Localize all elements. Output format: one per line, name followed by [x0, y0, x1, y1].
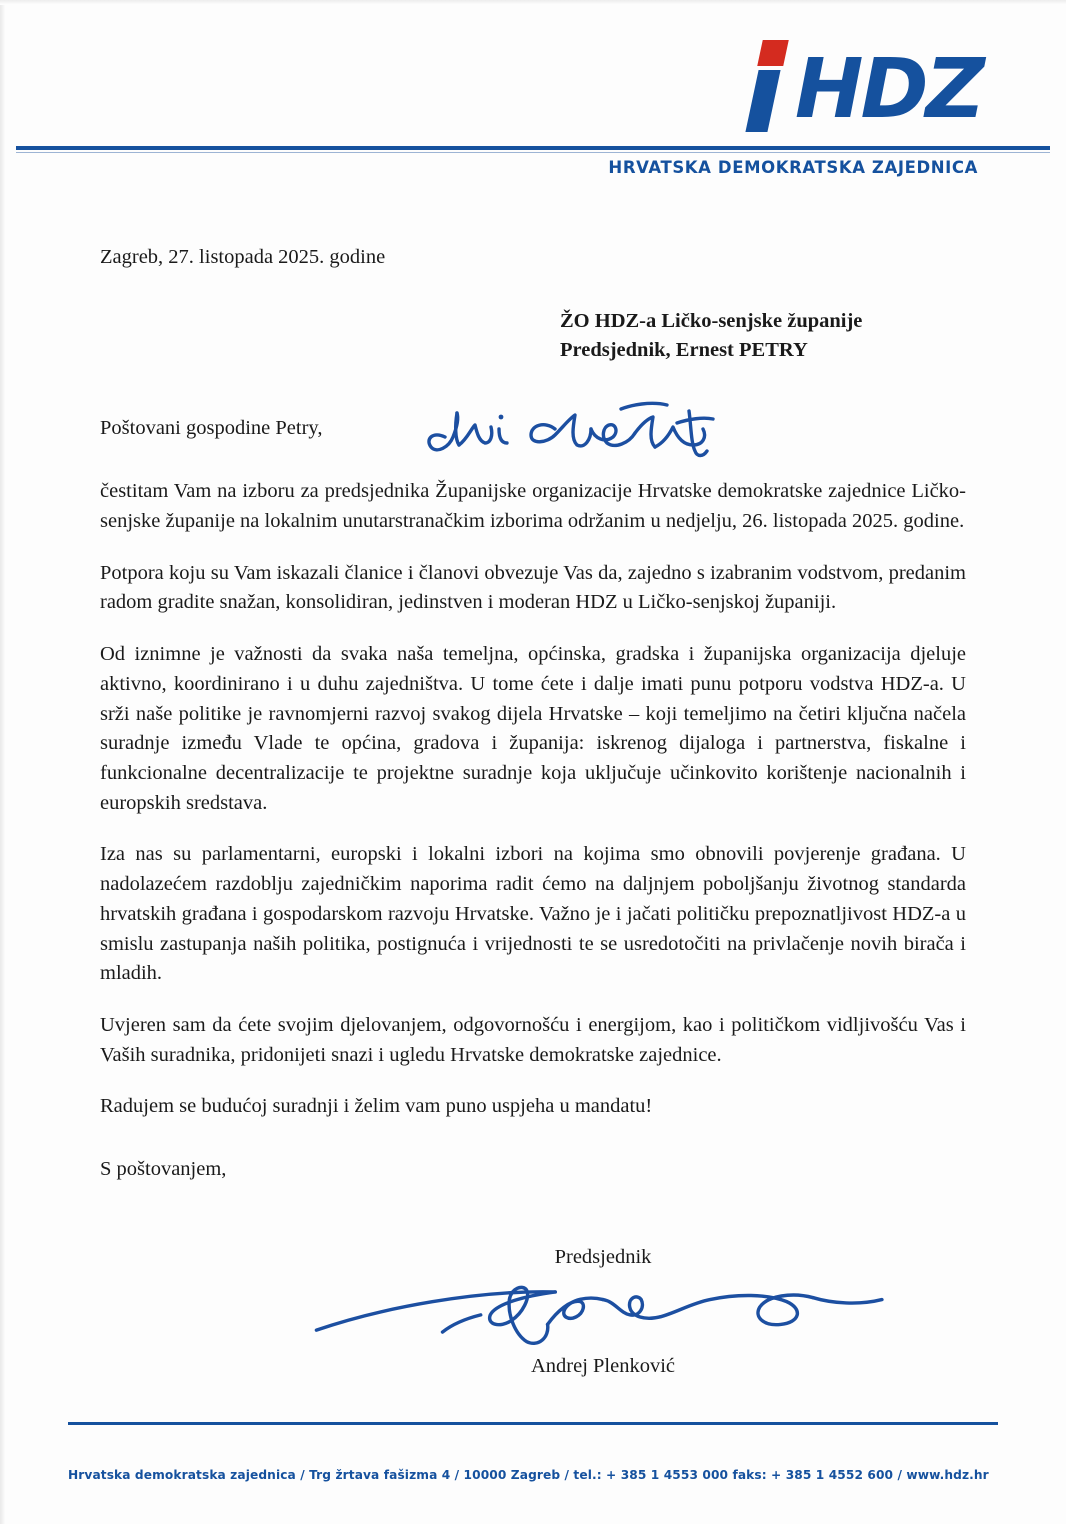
- header-divider: [16, 146, 1050, 150]
- header-divider-thin: [16, 152, 1050, 153]
- paragraph: Uvjeren sam da ćete svojim djelovanjem, odgovornošću i energijom, kao i političkom vidljivošću Vas i Vaših suradnika, pridonijeti snazi i ugledu Hrvatske demokratske zajednice.: [100, 1014, 966, 1066]
- salutation-row: [100, 417, 966, 467]
- paper-edge-left: [0, 0, 6, 1524]
- date-line: Zagreb, 27. listopada 2025. godine: [100, 246, 386, 268]
- logo-wordmark: HDZ: [794, 42, 982, 137]
- recipient-line-1: ŽO HDZ-a Ličko-senjske županije: [560, 310, 863, 332]
- recipient-block: [560, 307, 966, 365]
- salutation: Poštovani gospodine Petry,: [100, 417, 323, 440]
- letter-body: [100, 246, 966, 1181]
- recipient-line-2: Predsjednik, Ernest PETRY: [560, 339, 808, 362]
- paragraph: Radujem se budućoj suradnji i želim vam puno uspjeha u mandatu!: [100, 1095, 653, 1118]
- paragraph: Iza nas su parlamentarni, europski i lokalni izbori na kojima smo obnovili povjerenje građana. U nadolazećem razdoblju zajedničkim naporima radit ćemo na daljnjem poboljšanju životnog standarda hrvatskih građana i gospodarskom razvoju Hrvatske. Važno je i jačati političku prepoznatljivost HDZ-a u smislu zastupanja naših politika, postignuća i vrijednosti te se usredotočiti na privlačenje novih birača i mladih.: [100, 843, 966, 985]
- hdz-logo: [742, 42, 982, 137]
- handwritten-signature-icon: [240, 1269, 966, 1355]
- organization-name: HRVATSKA DEMOKRATSKA ZAJEDNICA: [608, 158, 978, 177]
- paragraph: Od iznimne je važnosti da svaka naša temeljna, općinska, gradska i županijska organizacija djeluje aktivno, koordinirano i u duhu zajedništva. U tome ćete i dalje imati punu potporu vodstva HDZ-a. U srži naše politike je ravnomjerni razvoj svakog dijela Hrvatske – koji temeljimo na četiri ključna načela suradnje između Vlade te općina, gradova i županija: iskrenog dijaloga i partnerstva, fiskalne i funkcionalne decentralizacije te projektne suradnje koja uključuje učinkovito korištenje nacionalnih i europskih sredstava.: [100, 643, 966, 814]
- paragraph: čestitam Vam na izboru za predsjednika Županijske organizacije Hrvatske demokratske zajednice Ličko-senjske županije na lokalnim unutarstranačkim izborima održanim u nedjelju, 26. listopada 2025. godine.: [100, 480, 966, 532]
- signature-title: Predsjednik: [554, 1246, 652, 1268]
- handwritten-note-icon: [415, 395, 765, 465]
- footer-contact-info: Hrvatska demokratska zajednica / Trg žrtava fašizma 4 / 10000 Zagreb / tel.: + 385 1 4553 000 faks: + 385 1 4552 600 / www.hdz.hr: [68, 1468, 989, 1482]
- logo-red-accent-icon: [757, 40, 789, 66]
- closing-line: S poštovanjem,: [100, 1158, 227, 1181]
- signature-mark: [240, 1269, 966, 1355]
- signature-block: [100, 1246, 966, 1378]
- signature-name: Andrej Plenković: [530, 1355, 676, 1377]
- paragraph: Potpora koju su Vam iskazali članice i članovi obvezuje Vas da, zajedno s izabranim vodstvom, predanim radom gradite snažan, konsolidiran, jedinstven i moderan HDZ u Ličko-senjskoj županiji.: [100, 561, 966, 614]
- footer-divider: [68, 1422, 998, 1425]
- letterhead: [0, 0, 1066, 200]
